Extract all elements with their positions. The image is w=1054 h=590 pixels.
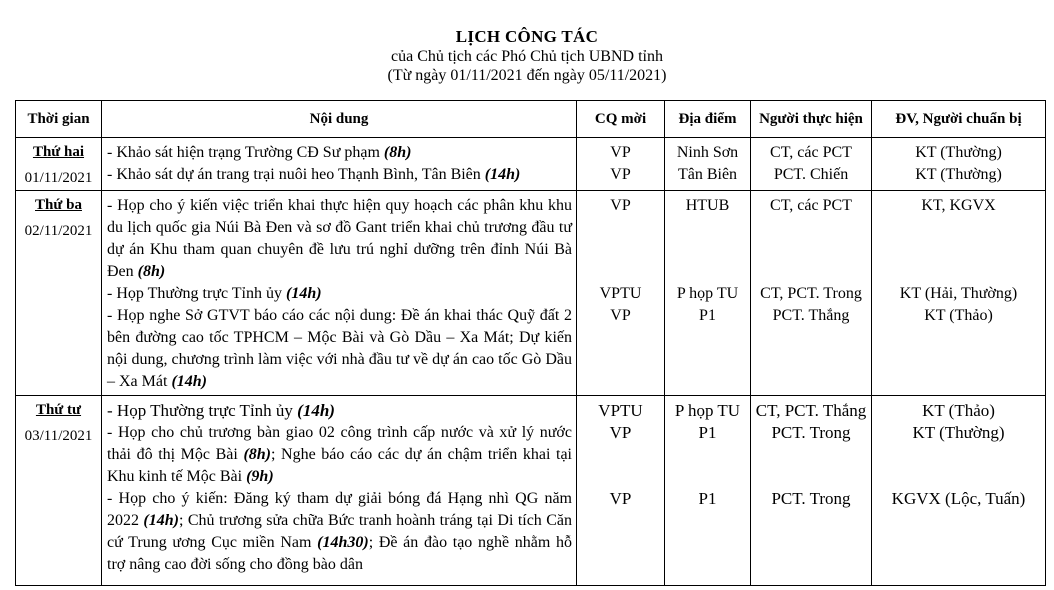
date-range: (Từ ngày 01/11/2021 đến ngày 05/11/2021) [387, 67, 667, 84]
person-cell [751, 138, 872, 191]
day-name: Thứ hai [32, 144, 85, 160]
column-header-performer: Người thực hiện [751, 101, 872, 138]
place-value: P1 [698, 489, 717, 508]
column-header-time: Thời gian [16, 101, 102, 138]
list-item [107, 283, 572, 305]
item-text: - Họp Thường trực Tỉnh ủy [107, 285, 286, 302]
day-date: 03/11/2021 [24, 428, 93, 444]
day-cell [16, 138, 102, 191]
item-time: (14h30) [317, 534, 369, 551]
prep-value: KT (Thảo) [924, 307, 993, 324]
cq-value: VPTU [598, 401, 643, 420]
person-cell [751, 396, 872, 586]
item-text: ; Chủ trương sửa chữa Bức tranh hoành tráng tại Di tích Căn cứ Trung ương Cục miền Nam [107, 512, 572, 551]
person-value: CT, PCT. Trong [760, 285, 862, 302]
cq-value: VPTU [599, 285, 642, 302]
person-value: PCT. Chiến [773, 166, 849, 183]
cq-value: VP [610, 307, 631, 324]
schedule-table [15, 100, 1046, 586]
place-value: P họp TU [676, 285, 739, 302]
place-cell [665, 138, 751, 191]
list-item [107, 164, 572, 186]
place-cell [665, 396, 751, 586]
list-item [107, 195, 572, 283]
item-text: - Họp Thường trực Tỉnh ủy [107, 401, 298, 420]
column-header-content: Nội dung [102, 101, 577, 138]
table-row [16, 191, 1046, 396]
day-date: 01/11/2021 [24, 170, 93, 186]
prep-value: KT (Thường) [915, 166, 1002, 183]
column-header-location: Địa điểm [665, 101, 751, 138]
item-time: (9h) [246, 468, 274, 485]
page-subtitle: của Chủ tịch các Phó Chủ tịch UBND tỉnh [391, 48, 663, 65]
item-text: - Khảo sát dự án trang trại nuôi heo Thạnh Bình, Tân Biên [107, 166, 485, 183]
prep-value: KT (Thường) [912, 423, 1005, 442]
list-item [107, 400, 572, 422]
prep-cell [872, 138, 1046, 191]
prep-cell [872, 396, 1046, 586]
person-value: PCT. Trong [771, 423, 851, 442]
item-time: (14h) [484, 166, 521, 183]
place-value: P họp TU [674, 401, 741, 420]
item-text: - Họp cho chủ trương bàn giao 02 công trình cấp nước và xử lý nước thải đô thị Mộc Bài [107, 424, 572, 463]
content-cell [102, 396, 577, 586]
place-cell [665, 191, 751, 396]
cq-value: VP [610, 197, 631, 214]
item-time: (8h) [137, 263, 166, 280]
item-text: ; Nghe báo cáo các dự án chậm triển khai tại Khu kinh tế Mộc Bài [107, 446, 572, 485]
prep-value: KT (Hải, Thường) [899, 285, 1018, 302]
column-header-inviting-agency: CQ mời [577, 101, 665, 138]
column-header-preparer: ĐV, Người chuẩn bị [872, 101, 1046, 138]
table-row [16, 138, 1046, 191]
person-value: CT, các PCT [770, 144, 852, 161]
item-text: - Họp cho ý kiến việc triển khai thực hiện quy hoạch các phân khu khu du lịch quốc gia Núi Bà Đen và sơ đồ Gant triển khai chủ trương đầu tư dự án Khu tham quan chuyên đề lưu trú nghỉ dưỡng trên đỉnh Núi Bà Đen [107, 197, 572, 280]
cq-value: VP [610, 166, 631, 183]
person-value: PCT. Trong [771, 489, 851, 508]
item-text: - Họp cho ý kiến: Đăng ký tham dự giải bóng đá Hạng nhì QG năm 2022 [107, 490, 572, 529]
cq-cell [577, 191, 665, 396]
list-item [107, 488, 572, 576]
cq-value: VP [609, 423, 632, 442]
place-value: P1 [699, 307, 716, 324]
place-value: Tân Biên [677, 166, 738, 183]
prep-value: KT (Thảo) [922, 401, 995, 420]
item-time: (14h) [297, 401, 335, 420]
page-title: LỊCH CÔNG TÁC [455, 27, 599, 46]
place-value: Ninh Sơn [676, 144, 739, 161]
person-value: PCT. Thắng [772, 307, 850, 324]
person-value: CT, PCT. Thắng [755, 401, 867, 420]
item-text: - Khảo sát hiện trạng Trường CĐ Sư phạm [107, 144, 384, 161]
day-cell [16, 191, 102, 396]
person-value: CT, các PCT [770, 197, 852, 214]
list-item [107, 422, 572, 488]
place-value: HTUB [685, 197, 730, 214]
table-row [16, 396, 1046, 586]
content-cell [102, 191, 577, 396]
content-cell [102, 138, 577, 191]
item-time: (8h) [383, 144, 412, 161]
prep-value: KT (Thường) [915, 144, 1002, 161]
person-cell [751, 191, 872, 396]
item-time: (8h) [243, 446, 271, 463]
item-text: - Họp nghe Sở GTVT báo cáo các nội dung: Đề án khai thác Quỹ đất 2 bên đường cao tốc TPHCM – Mộc Bài và Gò Dầu – Xa Mát; Dự kiến nội dung, chương trình làm việc với nhà đầu tư về dự án cao tốc Gò Dầu – Xa Mát [107, 307, 572, 390]
item-time: (14h) [171, 373, 207, 390]
day-date: 02/11/2021 [24, 223, 93, 239]
cq-cell [577, 138, 665, 191]
cq-cell [577, 396, 665, 586]
list-item [107, 142, 572, 164]
prep-value: KGVX (Lộc, Tuấn) [891, 489, 1026, 508]
prep-value: KT, KGVX [921, 197, 996, 214]
table-header-row [16, 101, 1046, 138]
day-cell [16, 396, 102, 586]
cq-value: VP [609, 489, 632, 508]
place-value: P1 [698, 423, 717, 442]
prep-cell [872, 191, 1046, 396]
day-name: Thứ ba [35, 197, 82, 213]
item-time: (14h) [143, 512, 179, 529]
cq-value: VP [610, 144, 631, 161]
list-item [107, 305, 572, 393]
day-name: Thứ tư [35, 402, 82, 418]
item-text: ; Đề án đào tạo nghề nhằm hỗ trợ nâng cao đời sống cho đồng bào dân [107, 534, 572, 573]
item-time: (14h) [285, 285, 322, 302]
